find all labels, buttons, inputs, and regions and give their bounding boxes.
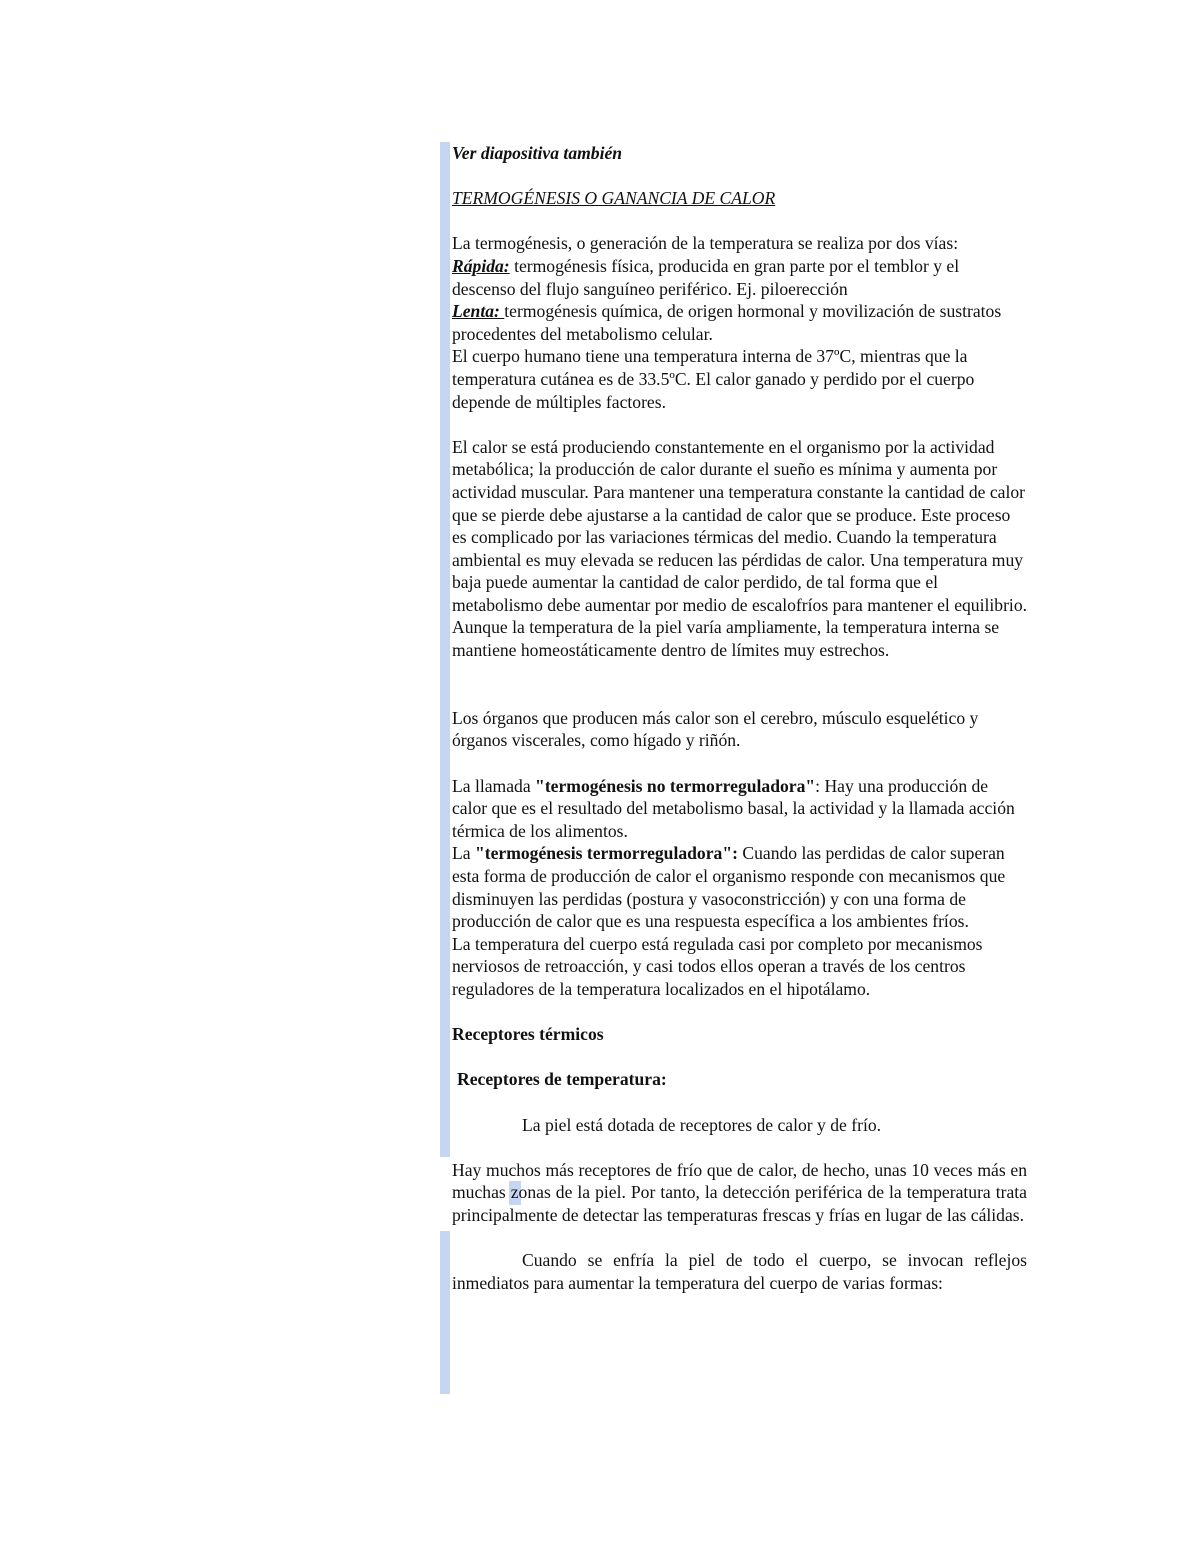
doc-heading: Ver diapositiva también (452, 143, 623, 163)
spacer (452, 413, 1027, 436)
non-thermo-text: : Hay una producción de calor que es el resultado del metabolismo basal, la actividad y la llamada acción térmica de los alimentos. (452, 775, 1015, 841)
non-thermoregulatory-paragraph (452, 775, 1027, 843)
non-thermo-prefix: La llamada (452, 775, 536, 796)
highlight-bar-main (440, 142, 450, 1157)
thermal-receptors-heading: Receptores térmicos (452, 1024, 604, 1045)
lenta-paragraph (452, 300, 1027, 345)
thermoregulatory-paragraph (452, 842, 1027, 932)
rapida-label: Rápida: (452, 255, 510, 276)
regulation-paragraph: La temperatura del cuerpo está regulada casi por completo por mecanismos nerviosos de retroacción, y casi todos ellos operan a través de los centros reguladores de la temperatura localizados en el hipotálamo. (452, 933, 983, 999)
thermo-term: "termogénesis termorreguladora": (474, 843, 738, 864)
intro-paragraph: La termogénesis, o generación de la temperatura se realiza por dos vías: (452, 233, 959, 254)
non-thermo-term: "termogénesis no termorreguladora" (535, 775, 816, 796)
spacer (452, 662, 1027, 685)
spacer (452, 1136, 1027, 1159)
section-title: TERMOGÉNESIS O GANANCIA DE CALOR (452, 188, 776, 209)
temperature-receptors-heading: Receptores de temperatura: (457, 1069, 667, 1090)
organs-paragraph: Los órganos que producen más calor son el cerebro, músculo esquelético y órganos viscerales, como hígado y riñón. (452, 707, 979, 751)
highlight-bar-lower (440, 1231, 450, 1394)
thermo-prefix: La (452, 843, 475, 864)
rapida-paragraph (452, 255, 1027, 300)
rapida-text: termogénesis física, producida en gran parte por el temblor y el descenso del flujo sanguíneo periférico. Ej. piloerección (452, 255, 960, 299)
spacer (452, 1001, 1027, 1024)
skin-cooling-paragraph: Cuando se enfría la piel de todo el cuerpo, se invocan reflejos inmediatos para aumentar la temperatura del cuerpo de varias formas: (452, 1250, 1027, 1293)
spacer (452, 165, 1027, 188)
spacer (452, 684, 1027, 707)
temperature-paragraph: El cuerpo humano tiene una temperatura interna de 37ºC, mientras que la temperatura cutánea es de 33.5ºC. El calor ganado y perdido por el cuerpo depende de múltiples factores. (452, 346, 975, 412)
document-body (452, 142, 1027, 1294)
spacer (452, 1046, 1027, 1069)
cold-receptors-paragraph: Hay muchos más receptores de frío que de calor, de hecho, unas 10 veces más en muchas zonas de la piel. Por tanto, la detección periférica de la temperatura trata principalmente de detectar las temperaturas frescas y frías en lugar de las cálidas. (452, 1159, 1027, 1225)
lenta-label: Lenta: (452, 301, 505, 322)
spacer (452, 1091, 1027, 1114)
skin-receptors-item: La piel está dotada de receptores de calor y de frío. (522, 1114, 882, 1135)
thermo-text: Cuando las perdidas de calor superan esta forma de producción de calor el organismo responde con mecanismos que disminuyen las perdidas (postura y vasoconstricción) y con una forma de producción de calor que es una respuesta específica a los ambientes fríos. (452, 843, 1006, 932)
spacer (452, 752, 1027, 775)
heat-production-paragraph: El calor se está produciendo constantemente en el organismo por la actividad metabólica; la producción de calor durante el sueño es mínima y aumenta por actividad muscular. Para mantener una temperatura constante la cantidad de calor que se pierde debe ajustarse a la cantidad de calor que se produce. Este proceso es complicado por las variaciones térmicas del medio. Cuando la temperatura ambiental es muy elevada se reducen las pérdidas de calor. Una temperatura muy baja puede aumentar la cantidad de calor perdido, de tal forma que el metabolismo debe aumentar por medio de escalofríos para mantener el equilibrio. Aunque la temperatura de la piel varía ampliamente, la temperatura interna se mantiene homeostáticamente dentro de límites muy estrechos. (452, 436, 1028, 661)
lenta-text: termogénesis química, de origen hormonal y movilización de sustratos procedentes del metabolismo celular. (452, 301, 1002, 344)
spacer (452, 210, 1027, 233)
spacer (452, 1227, 1027, 1250)
